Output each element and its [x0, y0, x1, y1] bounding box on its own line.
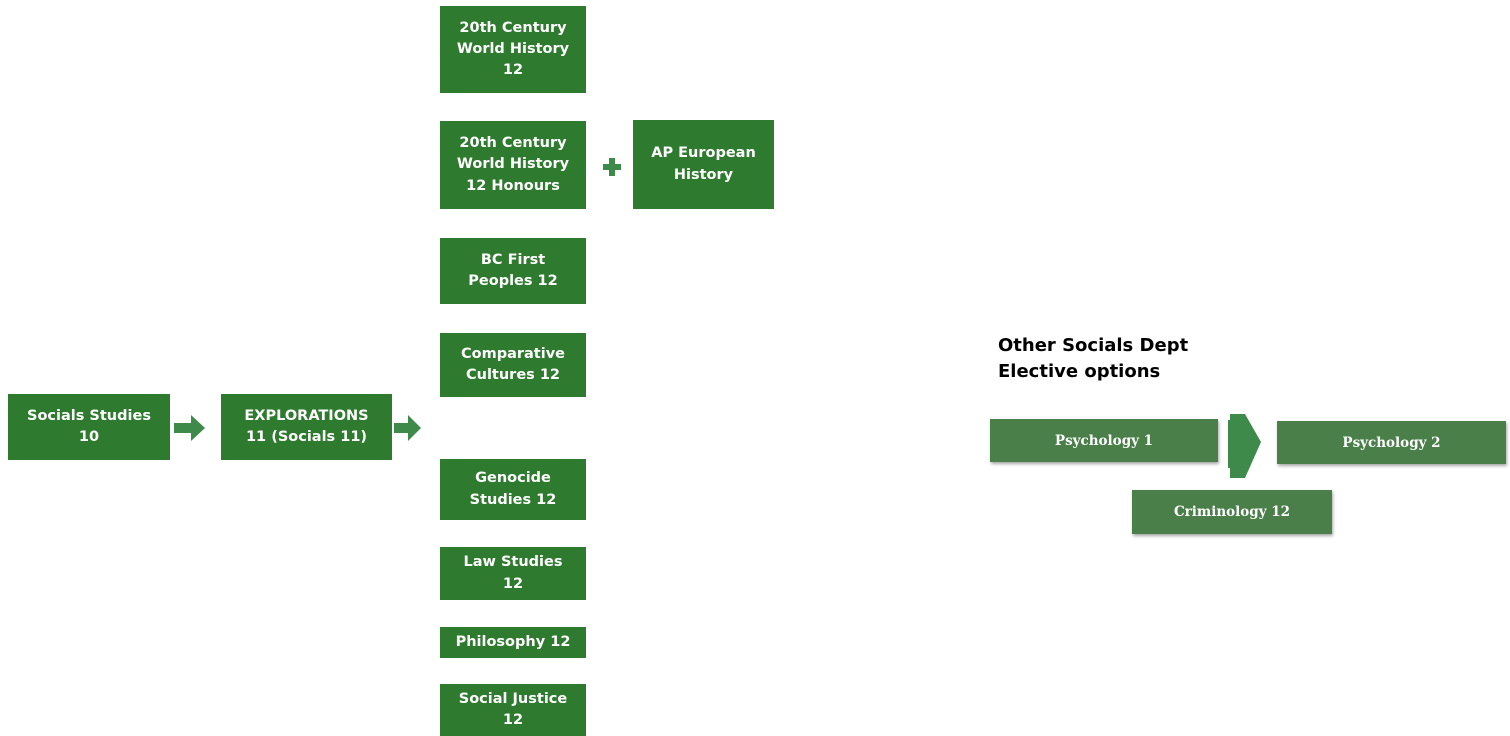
chevron-right-arrow-icon — [1228, 414, 1262, 478]
comparative-cultures-12-box: Comparative Cultures 12 — [440, 333, 586, 397]
philosophy-12-box: Philosophy 12 — [440, 627, 586, 658]
world-history-12-honours-box: 20th Century World History 12 Honours — [440, 121, 586, 209]
criminology-12-box: Criminology 12 — [1132, 490, 1332, 534]
right-arrow-icon — [174, 414, 206, 442]
law-studies-12-box: Law Studies 12 — [440, 547, 586, 600]
psychology-2-box: Psychology 2 — [1277, 421, 1506, 464]
right-arrow-icon — [394, 414, 422, 442]
ap-european-history-box: AP European History — [633, 120, 774, 209]
social-justice-12-box: Social Justice 12 — [440, 684, 586, 736]
world-history-12-box: 20th Century World History 12 — [440, 6, 586, 93]
plus-icon — [603, 158, 621, 176]
genocide-studies-12-box: Genocide Studies 12 — [440, 459, 586, 520]
psychology-1-box: Psychology 1 — [990, 419, 1218, 462]
socials-studies-10-box: Socials Studies 10 — [8, 394, 170, 460]
explorations-11-box: EXPLORATIONS 11 (Socials 11) — [221, 394, 392, 460]
electives-heading: Other Socials Dept Elective options — [998, 335, 1189, 383]
bc-first-peoples-12-box: BC First Peoples 12 — [440, 238, 586, 304]
